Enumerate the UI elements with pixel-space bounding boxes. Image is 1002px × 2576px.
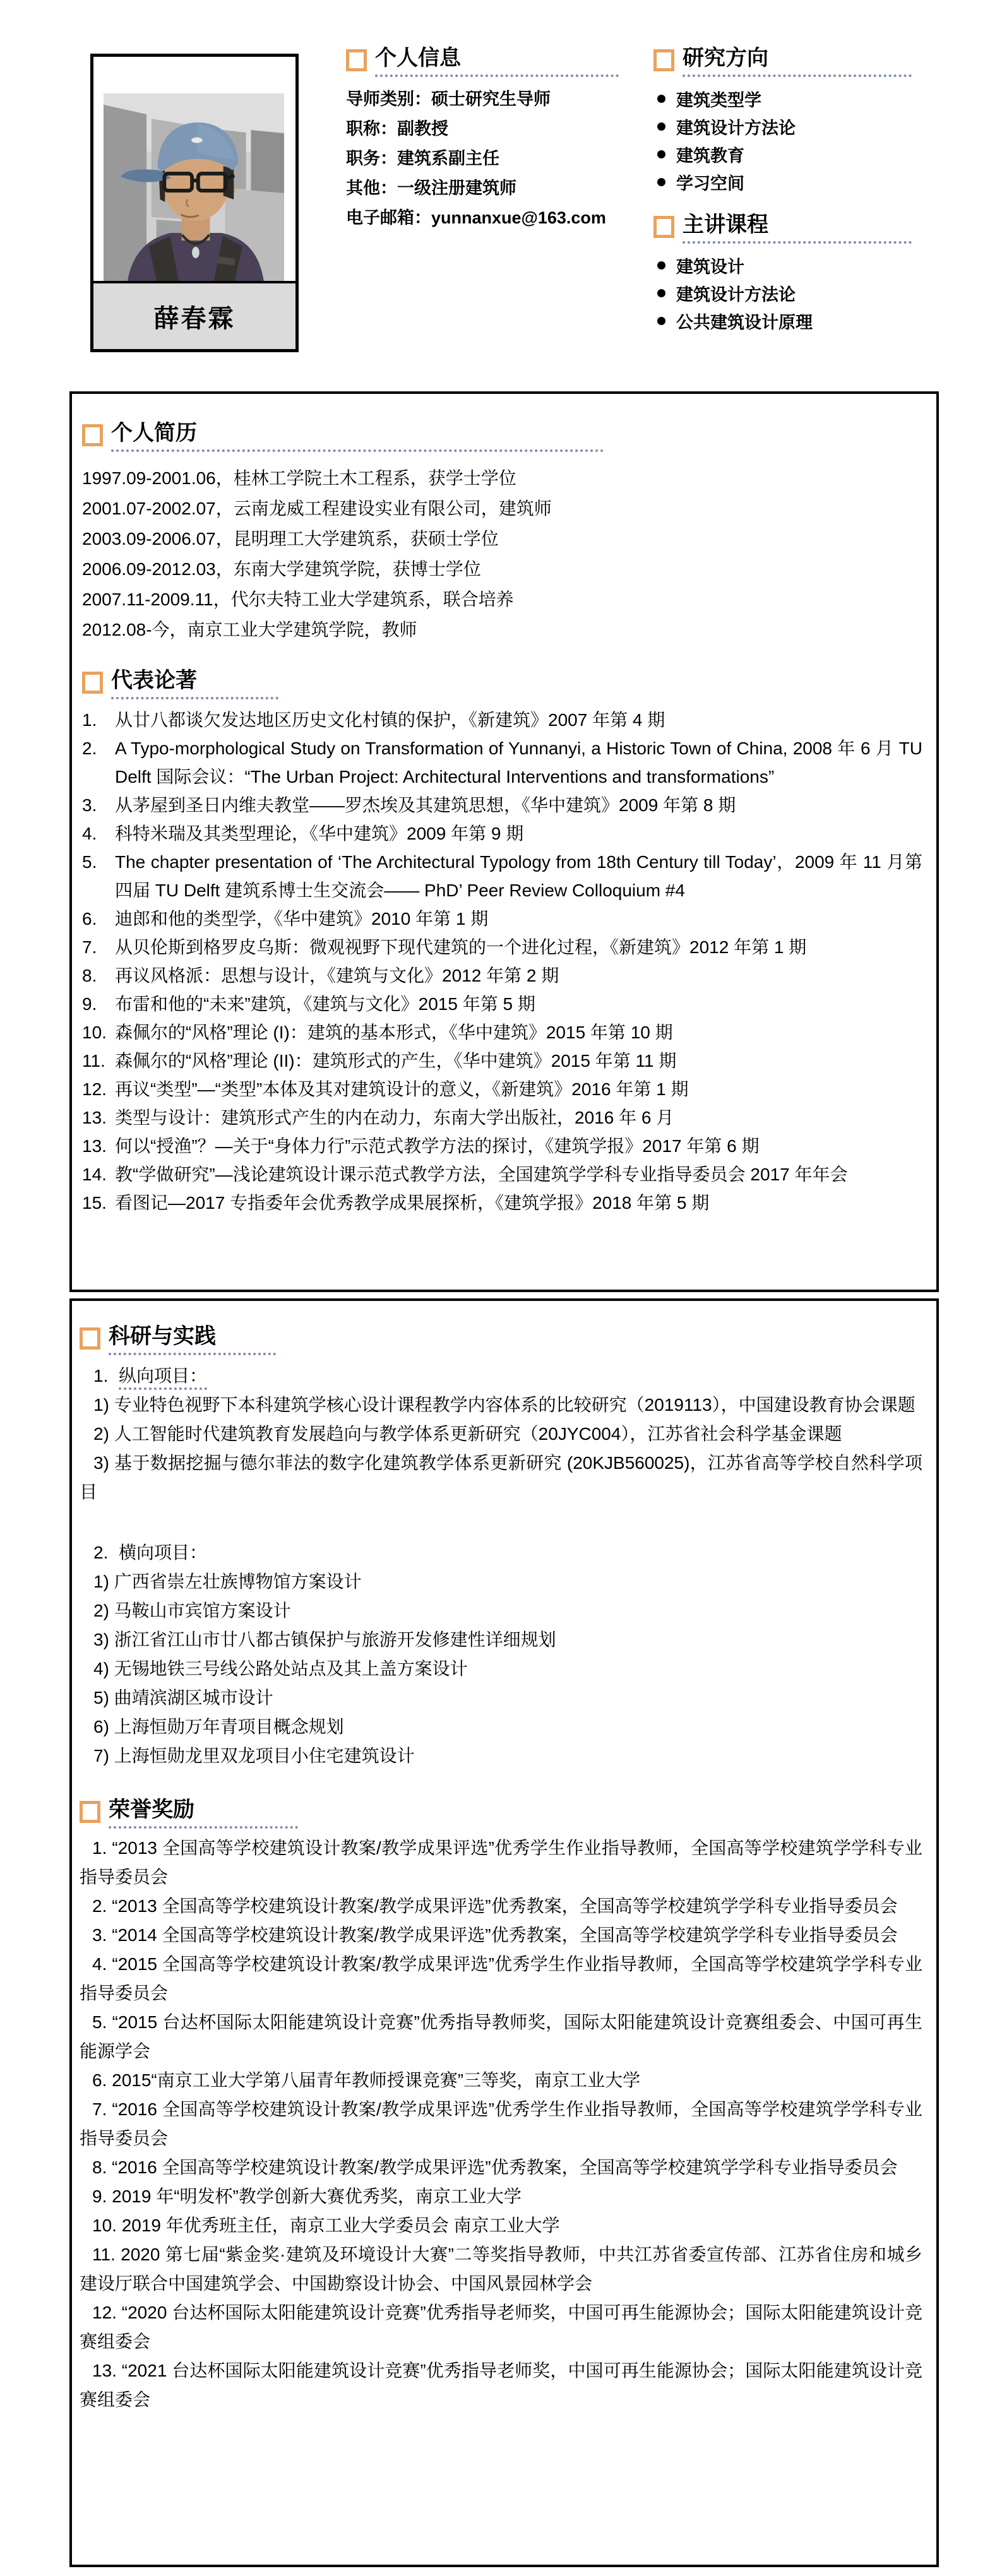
item-number: 15. (82, 1193, 107, 1213)
list-item-label: 建筑设计方法论 (676, 285, 796, 304)
info-line-title: 职称：副教授 (346, 119, 448, 138)
publication-item (82, 990, 922, 1018)
item-number: 8. (82, 966, 97, 985)
list-item (653, 112, 938, 140)
resume-line: 2012.08-今，南京工业大学建筑学院，教师 (82, 620, 417, 639)
publication-item (82, 819, 922, 848)
item-number: 7. (82, 937, 97, 957)
label-text: 横向项目： (119, 1543, 208, 1562)
list-item-label: 学习空间 (676, 174, 744, 193)
dotted-divider (111, 695, 278, 699)
item-text: 森佩尔的“风格”理论 (II)：建筑形式的产生，《华中建筑》2015 年第 11 期 (115, 1051, 677, 1071)
publication-item (82, 734, 922, 791)
personal-info-section (346, 45, 653, 233)
list-item (653, 168, 938, 196)
list-item (653, 140, 938, 168)
project-item: 1) 专业特色视野下本科建筑学核心设计课程教学内容体系的比较研究（2019113），中国建设教育协会课题 (93, 1395, 916, 1415)
resume-header (82, 420, 922, 452)
item-number: 12. (82, 1079, 107, 1099)
award-item: 3. “2014 全国高等学校建筑设计教案/教学成果评选”优秀教案，全国高等学校建筑学学科专业指导委员会 (92, 1925, 898, 1945)
project-item: 7) 上海恒勋龙里双龙项目小住宅建筑设计 (93, 1746, 415, 1766)
award-item: 2. “2013 全国高等学校建筑设计教案/教学成果评选”优秀教案，全国高等学校建筑学学科专业指导委员会 (92, 1896, 898, 1916)
publications-list (82, 706, 922, 1217)
award-item: 12. “2020 台达杯国际太阳能建筑设计竞赛”优秀指导老师奖，中国可再生能源协会；国际太阳能建筑设计竞赛组委会 (80, 2303, 922, 2351)
item-text: A Typo-morphological Study on Transformation of Yunnanyi, a Historic Town of China, 2008 年 6 月 TU Delft 国际会议：“The Urban Project: Architectural Interventions and transformations” (115, 739, 922, 786)
publication-item (82, 961, 922, 990)
label-text: 纵向项目： (119, 1366, 207, 1390)
orange-square-icon (80, 1801, 100, 1823)
section-title: 荣誉奖励 (109, 1798, 194, 1822)
item-text: 再议“类型”—“类型”本体及其对建筑设计的意义，《新建筑》2016 年第 1 期 (115, 1079, 689, 1099)
awards-header (80, 1797, 922, 1829)
research-directions-list (653, 85, 938, 196)
project-item: 4) 无锡地铁三号线公路处站点及其上盖方案设计 (93, 1659, 468, 1678)
portrait-illustration (104, 93, 284, 286)
item-number: 5. (82, 852, 97, 872)
profile-photo (104, 93, 284, 286)
section-title: 代表论著 (111, 668, 197, 692)
project-item: 2) 人工智能时代建筑教育发展趋向与教学体系更新研究（20JYC004），江苏省社会科学基金课题 (93, 1424, 842, 1444)
item-number: 13. (82, 1108, 107, 1127)
research-awards-box (69, 1298, 939, 2567)
research-directions-header (653, 45, 938, 77)
vertical-projects-list (80, 1391, 922, 1507)
awards-list (80, 1834, 922, 2414)
horizontal-projects-list (80, 1567, 922, 1771)
resume-line: 2003.09-2006.07，昆明理工大学建筑系，获硕士学位 (82, 529, 499, 549)
item-text: 从茅屋到圣日内维夫教堂——罗杰埃及其建筑思想，《华中建筑》2009 年第 8 期 (115, 795, 736, 815)
publication-item (82, 1018, 922, 1047)
item-number: 4. (82, 824, 97, 843)
item-text: 教“学做研究”—浅论建筑设计课示范式教学方法，全国建筑学学科专业指导委员会 2017 年年会 (115, 1165, 848, 1184)
orange-square-icon (82, 672, 103, 694)
list-item-label: 公共建筑设计原理 (676, 312, 813, 332)
dotted-divider (109, 1351, 276, 1355)
section-title: 个人信息 (375, 46, 461, 70)
dotted-divider (111, 448, 604, 452)
item-number: 10. (82, 1023, 107, 1042)
publication-item (82, 933, 922, 961)
resume-line: 2001.07-2002.07，云南龙威工程建设实业有限公司，建筑师 (82, 499, 552, 518)
item-text: 从廿八都谈欠发达地区历史文化村镇的保护，《新建筑》2007 年第 4 期 (115, 710, 665, 730)
item-text: 类型与设计：建筑形式产生的内在动力，东南大学出版社，2016 年 6 月 (115, 1108, 674, 1127)
bullet-dot-icon (657, 289, 665, 297)
section-title: 个人简历 (111, 421, 197, 445)
bullet-dot-icon (657, 150, 665, 158)
project-item: 6) 上海恒勋万年青项目概念规划 (93, 1717, 344, 1736)
info-line-position: 职务：建筑系副主任 (346, 149, 499, 168)
info-line-email: 电子邮箱：yunnanxue@163.com (346, 208, 606, 227)
list-item-label: 建筑类型学 (676, 90, 761, 110)
item-text: 从贝伦斯到格罗皮乌斯：微观视野下现代建筑的一个进化过程，《新建筑》2012 年第 1 期 (115, 937, 807, 957)
bullet-dot-icon (657, 95, 665, 103)
award-item: 5. “2015 台达杯国际太阳能建筑设计竞赛”优秀指导教师奖，国际太阳能建筑设计竞赛组委会、中国可再生能源学会 (80, 2012, 922, 2061)
dotted-divider (109, 1824, 298, 1829)
list-item (653, 307, 938, 335)
dotted-divider (683, 73, 912, 77)
item-number: 2. (93, 1543, 109, 1562)
publication-item (82, 1160, 922, 1189)
resume-publications-box (69, 391, 939, 1292)
publications-header (82, 668, 922, 699)
item-number: 2. (82, 739, 97, 758)
item-number: 1. (82, 710, 97, 730)
item-text: 再议风格派：思想与设计，《建筑与文化》2012 年第 2 期 (115, 966, 559, 985)
list-item-label: 建筑设计 (676, 257, 744, 276)
section-title: 科研与实践 (109, 1324, 216, 1348)
item-text: The chapter presentation of ‘The Architectural Typology from 18th Century till Today’，2009 年 11 月第四届 TU Delft 建筑系博士生交流会—— PhD’ Peer Review Colloquium #4 (115, 852, 922, 900)
award-item: 8. “2016 全国高等学校建筑设计教案/教学成果评选”优秀教案，全国高等学校建筑学学科专业指导委员会 (92, 2158, 898, 2177)
list-item (653, 279, 938, 307)
publication-item (82, 905, 922, 933)
item-number: 1. (93, 1366, 109, 1386)
info-line-other: 其他：一级注册建筑师 (346, 179, 516, 198)
list-item-label: 建筑教育 (676, 146, 744, 165)
orange-square-icon (346, 49, 367, 71)
orange-square-icon (82, 424, 103, 446)
award-item: 13. “2021 台达杯国际太阳能建筑设计竞赛”优秀指导老师奖，中国可再生能源协会；国际太阳能建筑设计竞赛组委会 (80, 2361, 922, 2409)
publication-item (82, 1132, 922, 1160)
award-item: 10. 2019 年优秀班主任，南京工业大学委员会 南京工业大学 (92, 2216, 560, 2235)
item-number: 3. (82, 795, 97, 815)
personal-info-header (346, 45, 653, 77)
project-item: 3) 基于数据挖掘与德尔菲法的数字化建筑教学体系更新研究 (20KJB560025)，江苏省高等学校自然科学项目 (80, 1453, 922, 1502)
section-title: 研究方向 (683, 46, 768, 70)
award-item: 4. “2015 全国高等学校建筑设计教案/教学成果评选”优秀学生作业指导教师，全国高等学校建筑学学科专业指导委员会 (80, 1954, 922, 2003)
item-text: 科特米瑞及其类型理论，《华中建筑》2009 年第 9 期 (115, 824, 524, 843)
item-number: 9. (82, 994, 97, 1014)
publication-item (82, 1047, 922, 1075)
orange-square-icon (653, 216, 674, 238)
list-item (653, 85, 938, 112)
item-text: 看图记—2017 专指委年会优秀教学成果展探析，《建筑学报》2018 年第 5 期 (115, 1193, 710, 1213)
item-text: 森佩尔的“风格”理论 (I)：建筑的基本形式，《华中建筑》2015 年第 10 期 (115, 1023, 673, 1042)
courses-list (653, 251, 938, 335)
list-item-label: 建筑设计方法论 (676, 118, 796, 138)
publication-item (82, 706, 922, 734)
item-text: 布雷和他的“未来”建筑，《建筑与文化》2015 年第 5 期 (115, 994, 535, 1014)
award-item: 11. 2020 第七届“紫金奖·建筑及环境设计大赛”二等奖指导教师，中共江苏省委宣传部、江苏省住房和城乡建设厅联合中国建筑学会、中国勘察设计协会、中国风景园林学会 (80, 2245, 922, 2293)
publication-item (82, 1103, 922, 1132)
resume-line: 1997.09-2001.06，桂林工学院土木工程系，获学士学位 (82, 468, 516, 488)
spacer (80, 1507, 922, 1532)
profile-photo-card (90, 54, 299, 352)
info-line-mentor-type: 导师类别：硕士研究生导师 (346, 90, 551, 109)
publication-item (82, 791, 922, 819)
award-item: 7. “2016 全国高等学校建筑设计教案/教学成果评选”优秀学生作业指导教师，全国高等学校建筑学学科专业指导委员会 (80, 2099, 922, 2148)
dotted-divider (375, 73, 619, 77)
bullet-dot-icon (657, 317, 665, 325)
project-item: 2) 马鞍山市宾馆方案设计 (93, 1601, 291, 1620)
award-item: 1. “2013 全国高等学校建筑设计教案/教学成果评选”优秀学生作业指导教师，全国高等学校建筑学学科专业指导委员会 (80, 1838, 922, 1887)
section-title: 主讲课程 (683, 213, 768, 237)
vertical-projects-label (80, 1362, 922, 1391)
item-number: 13. (82, 1136, 107, 1156)
award-item: 9. 2019 年“明发杯”教学创新大赛优秀奖，南京工业大学 (92, 2187, 522, 2206)
project-item: 1) 广西省崇左壮族博物馆方案设计 (93, 1572, 362, 1591)
award-item: 6. 2015“南京工业大学第八届青年教师授课竞赛”三等奖，南京工业大学 (92, 2070, 641, 2090)
project-item: 3) 浙江省江山市廿八都古镇保护与旅游开发修建性详细规划 (93, 1630, 556, 1649)
bullet-dot-icon (657, 261, 665, 270)
item-number: 11. (82, 1051, 105, 1071)
bullet-dot-icon (657, 122, 665, 131)
item-text: 何以“授渔”？—关于“身体力行”示范式教学方法的探讨，《建筑学报》2017 年第 6 期 (115, 1136, 760, 1156)
item-number: 14. (82, 1165, 107, 1184)
photo-name-label (93, 281, 295, 349)
item-text: 迪郎和他的类型学，《华中建筑》2010 年第 1 期 (115, 909, 489, 929)
project-item: 5) 曲靖滨湖区城市设计 (93, 1688, 273, 1707)
item-number: 6. (82, 909, 97, 929)
publication-item (82, 848, 922, 905)
right-column (653, 45, 938, 335)
courses-header (653, 212, 938, 244)
dotted-divider (683, 239, 912, 244)
bullet-dot-icon (657, 178, 665, 186)
horizontal-projects-label (80, 1538, 922, 1567)
resume-list (82, 463, 922, 645)
orange-square-icon (653, 49, 674, 71)
research-practice-header (80, 1324, 922, 1355)
publication-item (82, 1189, 922, 1217)
person-name: 薛春霖 (153, 304, 236, 333)
resume-line: 2007.11-2009.11，代尔夫特工业大学建筑系，联合培养 (82, 590, 514, 609)
orange-square-icon (80, 1327, 100, 1350)
list-item (653, 251, 938, 279)
publication-item (82, 1075, 922, 1103)
resume-line: 2006.09-2012.03，东南大学建筑学院，获博士学位 (82, 559, 481, 579)
